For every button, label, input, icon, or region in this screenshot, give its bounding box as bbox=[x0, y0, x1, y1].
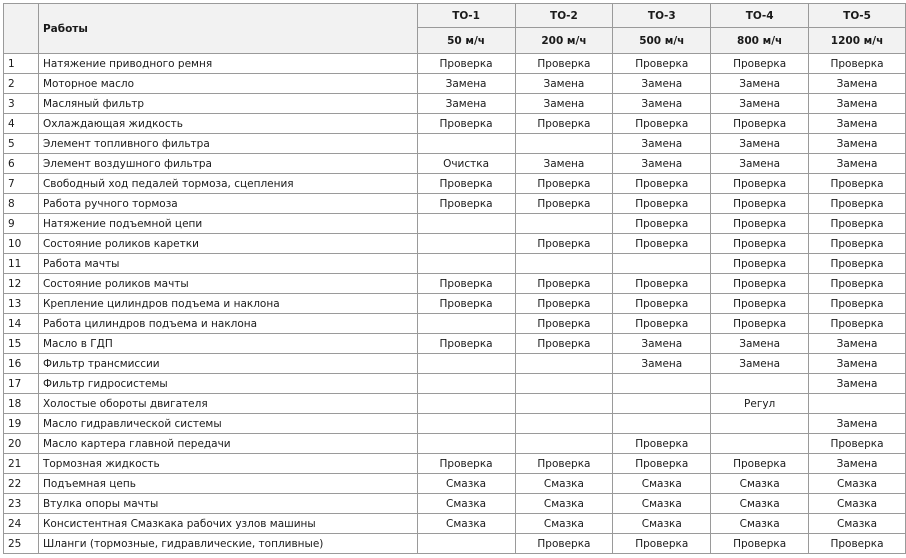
table-row bbox=[4, 194, 906, 214]
row-number: 13 bbox=[4, 294, 39, 314]
action-cell: Проверка bbox=[515, 174, 613, 194]
action-cell bbox=[417, 214, 515, 234]
row-number: 8 bbox=[4, 194, 39, 214]
action-cell: Смазка bbox=[417, 494, 515, 514]
action-cell: Проверка bbox=[809, 314, 906, 334]
header-interval: 800 м/ч bbox=[711, 28, 809, 54]
action-cell: Проверка bbox=[515, 114, 613, 134]
action-cell: Смазка bbox=[515, 494, 613, 514]
action-cell: Замена bbox=[613, 334, 711, 354]
action-cell: Замена bbox=[613, 74, 711, 94]
action-cell: Смазка bbox=[809, 494, 906, 514]
row-number: 24 bbox=[4, 514, 39, 534]
action-cell bbox=[515, 434, 613, 454]
action-cell: Проверка bbox=[711, 174, 809, 194]
action-cell: Замена bbox=[809, 94, 906, 114]
action-cell: Замена bbox=[809, 114, 906, 134]
table-row bbox=[4, 274, 906, 294]
table-row bbox=[4, 154, 906, 174]
action-cell: Проверка bbox=[417, 114, 515, 134]
action-cell bbox=[417, 354, 515, 374]
action-cell bbox=[515, 374, 613, 394]
table-row bbox=[4, 114, 906, 134]
action-cell: Проверка bbox=[417, 454, 515, 474]
table-row bbox=[4, 134, 906, 154]
action-cell: Проверка bbox=[417, 294, 515, 314]
action-cell bbox=[515, 254, 613, 274]
work-name: Масло картера главной передачи bbox=[38, 434, 417, 454]
table-row bbox=[4, 294, 906, 314]
action-cell: Замена bbox=[809, 374, 906, 394]
row-number: 18 bbox=[4, 394, 39, 414]
action-cell: Проверка bbox=[711, 314, 809, 334]
table-row bbox=[4, 534, 906, 554]
action-cell: Замена bbox=[711, 134, 809, 154]
action-cell: Проверка bbox=[613, 214, 711, 234]
table-row bbox=[4, 354, 906, 374]
table-row bbox=[4, 54, 906, 74]
action-cell: Проверка bbox=[515, 294, 613, 314]
work-name: Натяжение подъемной цепи bbox=[38, 214, 417, 234]
action-cell: Проверка bbox=[613, 114, 711, 134]
action-cell bbox=[515, 414, 613, 434]
action-cell: Проверка bbox=[613, 194, 711, 214]
action-cell: Проверка bbox=[809, 54, 906, 74]
action-cell: Проверка bbox=[613, 274, 711, 294]
row-number: 16 bbox=[4, 354, 39, 374]
row-number: 14 bbox=[4, 314, 39, 334]
action-cell: Регул bbox=[711, 394, 809, 414]
action-cell: Проверка bbox=[711, 234, 809, 254]
action-cell: Проверка bbox=[809, 274, 906, 294]
row-number: 5 bbox=[4, 134, 39, 154]
row-number: 21 bbox=[4, 454, 39, 474]
action-cell bbox=[417, 414, 515, 434]
action-cell: Проверка bbox=[613, 294, 711, 314]
action-cell bbox=[417, 254, 515, 274]
action-cell: Проверка bbox=[711, 114, 809, 134]
action-cell: Проверка bbox=[613, 314, 711, 334]
action-cell: Проверка bbox=[613, 454, 711, 474]
header-number-cell bbox=[4, 4, 39, 54]
work-name: Фильтр гидросистемы bbox=[38, 374, 417, 394]
action-cell: Проверка bbox=[711, 254, 809, 274]
action-cell: Проверка bbox=[711, 54, 809, 74]
work-name: Натяжение приводного ремня bbox=[38, 54, 417, 74]
row-number: 15 bbox=[4, 334, 39, 354]
work-name: Работа цилиндров подъема и наклона bbox=[38, 314, 417, 334]
row-number: 25 bbox=[4, 534, 39, 554]
action-cell: Проверка bbox=[809, 534, 906, 554]
header-stage: ТО-4 bbox=[711, 4, 809, 28]
row-number: 10 bbox=[4, 234, 39, 254]
table-row bbox=[4, 454, 906, 474]
action-cell: Замена bbox=[613, 134, 711, 154]
action-cell: Проверка bbox=[515, 534, 613, 554]
action-cell: Замена bbox=[711, 154, 809, 174]
header-stage: ТО-5 bbox=[809, 4, 906, 28]
action-cell: Проверка bbox=[809, 194, 906, 214]
work-name: Работа ручного тормоза bbox=[38, 194, 417, 214]
action-cell: Смазка bbox=[417, 514, 515, 534]
row-number: 7 bbox=[4, 174, 39, 194]
action-cell bbox=[613, 394, 711, 414]
work-name: Элемент воздушного фильтра bbox=[38, 154, 417, 174]
work-name: Состояние роликов мачты bbox=[38, 274, 417, 294]
row-number: 17 bbox=[4, 374, 39, 394]
action-cell: Замена bbox=[809, 454, 906, 474]
action-cell: Замена bbox=[613, 154, 711, 174]
action-cell: Проверка bbox=[515, 334, 613, 354]
action-cell: Замена bbox=[809, 414, 906, 434]
action-cell: Проверка bbox=[417, 194, 515, 214]
work-name: Охлаждающая жидкость bbox=[38, 114, 417, 134]
action-cell: Замена bbox=[809, 134, 906, 154]
table-row bbox=[4, 434, 906, 454]
action-cell: Проверка bbox=[515, 194, 613, 214]
action-cell: Проверка bbox=[809, 174, 906, 194]
action-cell: Замена bbox=[515, 94, 613, 114]
table-body bbox=[4, 54, 906, 554]
action-cell bbox=[809, 394, 906, 414]
action-cell bbox=[711, 434, 809, 454]
action-cell: Проверка bbox=[613, 434, 711, 454]
table-row bbox=[4, 214, 906, 234]
action-cell bbox=[417, 234, 515, 254]
action-cell: Очистка bbox=[417, 154, 515, 174]
action-cell: Замена bbox=[417, 74, 515, 94]
action-cell: Проверка bbox=[417, 334, 515, 354]
action-cell: Смазка bbox=[613, 514, 711, 534]
action-cell bbox=[613, 254, 711, 274]
work-name: Масляный фильтр bbox=[38, 94, 417, 114]
action-cell: Смазка bbox=[613, 474, 711, 494]
action-cell: Замена bbox=[711, 334, 809, 354]
row-number: 11 bbox=[4, 254, 39, 274]
action-cell: Смазка bbox=[711, 474, 809, 494]
action-cell: Замена bbox=[515, 74, 613, 94]
header-stage: ТО-1 bbox=[417, 4, 515, 28]
action-cell: Проверка bbox=[515, 234, 613, 254]
action-cell: Смазка bbox=[809, 514, 906, 534]
action-cell: Смазка bbox=[417, 474, 515, 494]
action-cell: Проверка bbox=[809, 234, 906, 254]
header-works: Работы bbox=[38, 4, 417, 54]
action-cell bbox=[515, 354, 613, 374]
action-cell bbox=[711, 374, 809, 394]
action-cell: Замена bbox=[417, 94, 515, 114]
table-row bbox=[4, 394, 906, 414]
table-row bbox=[4, 314, 906, 334]
action-cell bbox=[613, 414, 711, 434]
action-cell: Проверка bbox=[613, 54, 711, 74]
row-number: 2 bbox=[4, 74, 39, 94]
table-row bbox=[4, 174, 906, 194]
action-cell: Проверка bbox=[809, 214, 906, 234]
work-name: Консистентная Смазкака рабочих узлов машины bbox=[38, 514, 417, 534]
work-name: Масло в ГДП bbox=[38, 334, 417, 354]
action-cell bbox=[417, 394, 515, 414]
table-row bbox=[4, 254, 906, 274]
action-cell: Замена bbox=[809, 74, 906, 94]
row-number: 22 bbox=[4, 474, 39, 494]
table-row bbox=[4, 74, 906, 94]
action-cell: Проверка bbox=[809, 434, 906, 454]
header-row-stages bbox=[4, 4, 906, 28]
header-interval: 200 м/ч bbox=[515, 28, 613, 54]
action-cell: Проверка bbox=[515, 454, 613, 474]
row-number: 4 bbox=[4, 114, 39, 134]
action-cell: Проверка bbox=[515, 314, 613, 334]
table-row bbox=[4, 474, 906, 494]
action-cell: Проверка bbox=[809, 294, 906, 314]
action-cell: Замена bbox=[809, 354, 906, 374]
action-cell: Проверка bbox=[711, 454, 809, 474]
action-cell: Проверка bbox=[809, 254, 906, 274]
maintenance-table bbox=[3, 3, 906, 554]
action-cell: Замена bbox=[809, 154, 906, 174]
action-cell: Замена bbox=[711, 354, 809, 374]
action-cell: Проверка bbox=[515, 54, 613, 74]
header-interval: 50 м/ч bbox=[417, 28, 515, 54]
row-number: 3 bbox=[4, 94, 39, 114]
work-name: Шланги (тормозные, гидравлические, топливные) bbox=[38, 534, 417, 554]
action-cell bbox=[417, 534, 515, 554]
row-number: 9 bbox=[4, 214, 39, 234]
work-name: Свободный ход педалей тормоза, сцепления bbox=[38, 174, 417, 194]
action-cell: Замена bbox=[809, 334, 906, 354]
action-cell: Замена bbox=[711, 74, 809, 94]
action-cell bbox=[515, 214, 613, 234]
action-cell: Проверка bbox=[711, 194, 809, 214]
action-cell bbox=[417, 434, 515, 454]
action-cell: Смазка bbox=[711, 514, 809, 534]
action-cell: Проверка bbox=[613, 234, 711, 254]
action-cell bbox=[417, 134, 515, 154]
action-cell: Проверка bbox=[515, 274, 613, 294]
action-cell bbox=[515, 134, 613, 154]
work-name: Масло гидравлической системы bbox=[38, 414, 417, 434]
action-cell: Проверка bbox=[417, 274, 515, 294]
table-row bbox=[4, 234, 906, 254]
action-cell: Смазка bbox=[711, 494, 809, 514]
action-cell: Смазка bbox=[809, 474, 906, 494]
header-interval: 500 м/ч bbox=[613, 28, 711, 54]
action-cell: Смазка bbox=[613, 494, 711, 514]
action-cell: Проверка bbox=[417, 54, 515, 74]
work-name: Работа мачты bbox=[38, 254, 417, 274]
action-cell bbox=[417, 374, 515, 394]
action-cell: Проверка bbox=[711, 274, 809, 294]
row-number: 23 bbox=[4, 494, 39, 514]
work-name: Элемент топливного фильтра bbox=[38, 134, 417, 154]
action-cell: Проверка bbox=[711, 294, 809, 314]
table-row bbox=[4, 374, 906, 394]
action-cell: Проверка bbox=[417, 174, 515, 194]
work-name: Втулка опоры мачты bbox=[38, 494, 417, 514]
row-number: 19 bbox=[4, 414, 39, 434]
action-cell: Смазка bbox=[515, 514, 613, 534]
work-name: Моторное масло bbox=[38, 74, 417, 94]
work-name: Крепление цилиндров подъема и наклона bbox=[38, 294, 417, 314]
row-number: 1 bbox=[4, 54, 39, 74]
action-cell: Смазка bbox=[515, 474, 613, 494]
action-cell: Проверка bbox=[711, 214, 809, 234]
table-row bbox=[4, 494, 906, 514]
action-cell bbox=[613, 374, 711, 394]
work-name: Холостые обороты двигателя bbox=[38, 394, 417, 414]
row-number: 20 bbox=[4, 434, 39, 454]
action-cell bbox=[417, 314, 515, 334]
action-cell: Замена bbox=[711, 94, 809, 114]
action-cell: Проверка bbox=[613, 534, 711, 554]
work-name: Тормозная жидкость bbox=[38, 454, 417, 474]
action-cell bbox=[711, 414, 809, 434]
row-number: 12 bbox=[4, 274, 39, 294]
header-stage: ТО-3 bbox=[613, 4, 711, 28]
row-number: 6 bbox=[4, 154, 39, 174]
action-cell: Замена bbox=[613, 354, 711, 374]
table-row bbox=[4, 94, 906, 114]
action-cell: Проверка bbox=[613, 174, 711, 194]
work-name: Подъемная цепь bbox=[38, 474, 417, 494]
work-name: Состояние роликов каретки bbox=[38, 234, 417, 254]
header-stage: ТО-2 bbox=[515, 4, 613, 28]
work-name: Фильтр трансмиссии bbox=[38, 354, 417, 374]
action-cell bbox=[515, 394, 613, 414]
action-cell: Проверка bbox=[711, 534, 809, 554]
header-interval: 1200 м/ч bbox=[809, 28, 906, 54]
table-row bbox=[4, 414, 906, 434]
action-cell: Замена bbox=[515, 154, 613, 174]
table-row bbox=[4, 334, 906, 354]
table-row bbox=[4, 514, 906, 534]
action-cell: Замена bbox=[613, 94, 711, 114]
